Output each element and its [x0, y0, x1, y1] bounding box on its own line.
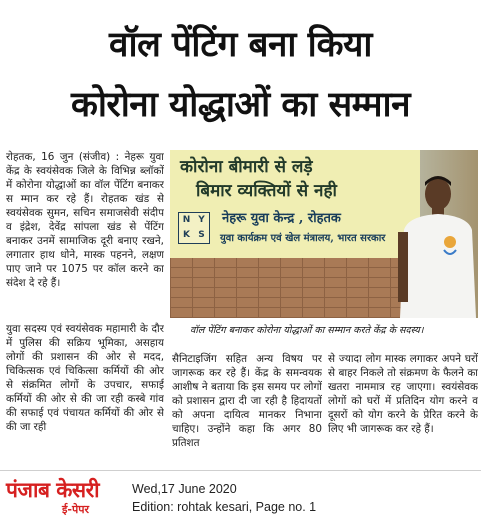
nyks-logo [178, 212, 210, 244]
wall [170, 150, 420, 318]
news-photo [170, 150, 478, 318]
headline-line2: कोरोना योद्धाओं का सम्मान [70, 85, 411, 125]
edition-date: Wed,17 June 2020 [132, 482, 237, 496]
logo-letter: Y [198, 215, 205, 225]
article-column-3: से ज्यादा लोग मास्क लगाकर अपने घरों से बाहर निकले तो संक्रमण के फैलने का खतरा नाममात्र रह जाएगा। स्वयंसेवक लोगों को घरों में प्रतिदिन योग करने व दूसरों को योग करने के प्रेरित करने के लिए भी जागरूक कर रहे हैं। [328, 353, 478, 435]
headline-line1: वॉल पेंटिंग बना किया [109, 25, 372, 65]
wall-text-line4: युवा कार्यक्रम एवं खेल मंत्रालय, भारत सरकार [220, 233, 386, 244]
article-column-2: सैनिटाइजिंग सहित अन्य विषय पर जागरूक कर रहे हैं। केंद्र के समन्वयक आशीष ने बताया कि इस समय पर लोगों को प्रशासन द्वारा दी जा रही है हिदायतों को अपना दायित्व मानकर निभाना चाहिए। उन्होंने कहा कि अगर 80 प्रतिशत [172, 353, 322, 449]
footer-divider [0, 470, 481, 471]
photo-caption: वॉल पेंटिंग बनाकर कोरोना योद्धाओं का सम्मान करते केंद्र के सदस्य। [190, 325, 424, 336]
person-figure [394, 172, 478, 318]
edition-info: Edition: rohtak kesari, Page no. 1 [132, 500, 317, 514]
logo-letter: N [182, 215, 191, 225]
article-column-1-bottom: युवा सदस्य एवं स्वयंसेवक महामारी के दौर में पुलिस की सक्रिय भूमिका, असहाय लोगों की प्रशासन की ओर से मदद, चिकित्सक एवं चिकित्सा कर्मियों की ओर से संक्रमित लोगों के उपचार, सफाई कर्मियों की ओर से की जा रही कस्बे गांव की सफाई एवं पंचायत कर्मियों की ओर से की जा रही [6, 323, 164, 433]
wall-text-line1: कोरोना बीमारी से लड़े [180, 157, 313, 177]
logo-letter: S [198, 230, 205, 240]
brand-name: पंजाब केसरी [6, 478, 100, 502]
wall-text-line2: बिमार व्यक्तियों से नही [196, 181, 337, 201]
article-column-1-top: रोहतक, 16 जुन (संजीव) : नेहरू युवा केंद्र के स्वयंसेवक जिले के विभिन्न ब्लॉकों में कोरोना योद्धाओं का वॉल पेंटिंग बनाकर स म्मान कर रहे हैं। रोहतक खंड से स्वयंसेवक सुमन, सचिन समाजसेवी संदीप व इंद्रेश, देवेंद्र सांपला खंड से पेंटिंग बनाकर उनमें सामाजिक दूरी बनाए रखने, लगातार हाथ धोने, मास्क पहनने, लक्षण पाए जाने पर 1075 पर कॉल करने का संदेश दे रहे हैं। [6, 151, 164, 289]
brand-subtitle: ई-पेपर [62, 503, 89, 516]
brand-logo[interactable] [0, 474, 126, 524]
footer [0, 474, 481, 524]
brick-wall [170, 258, 420, 318]
logo-letter: K [183, 230, 190, 240]
wall-text-line3: नेहरू युवा केन्द्र , रोहतक [222, 211, 341, 226]
